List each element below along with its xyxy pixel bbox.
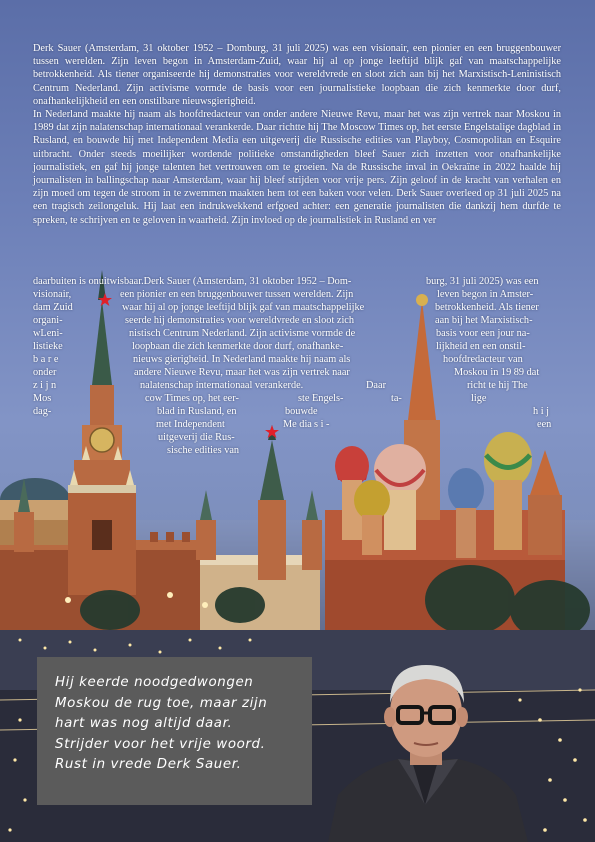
wrapped-text-line: aan bij het Marxistisch- bbox=[435, 315, 533, 326]
wrapped-text-line: betrokkenheid. Als tiener bbox=[435, 302, 539, 313]
wrapped-text-line: h i j bbox=[533, 406, 550, 417]
wrapped-text-line: z i j n bbox=[33, 380, 57, 391]
wrapped-text-line: bouwde bbox=[285, 406, 318, 417]
quote-line: Rust in vrede Derk Sauer. bbox=[55, 757, 242, 772]
wrapped-text-line: loopbaan die zich kenmerkte door durf, onafhanke- bbox=[132, 341, 344, 352]
memorial-quote-box bbox=[37, 657, 312, 805]
article-paragraph-2: In Nederland maakte hij naam als hoofdredacteur van onder andere Nieuwe Revu, maar het was zijn vertrek naar Moskou in 1989 dat zijn nalatenschap internationaal verankerde. Daar richtte hij The Moscow Times op, het eerste Engelstalige dagblad in Rusland, en bouwde hij met Independent Media een uitgeverij die Russische edities van Playboy, Cosmopolitan en Esquire uitbracht. Onder steeds moeilijker wordende politieke omstandigheden bleef Sauer zich inzetten voor onafhankelijke journalistiek, en gaf hij jonge talenten het vertrouwen om te groeien. Na de Russische inval in Oekraïne in 2022 haalde hij journalisten in ballingschap naar Amsterdam, waar hij bleef strijden voor vrije pers. Zijn geloof in de kracht van verhalen en zijn moed om tegen de stroom in te zwemmen maakten hem tot een baken voor velen. Derk Sauer overleed op 31 juli 2025 na een tragisch zeilongeluk. Hij laat een indrukwekkend erfgoed achter: een generatie journalisten die dankzij hem durfde te spreken, te schrijven en te geloven in waarheid. Zijn invloed op de journalistiek in Rusland en ver bbox=[33, 109, 561, 226]
wrapped-text-line: Moskou in 19 89 dat bbox=[454, 367, 540, 378]
wrapped-text-line: daarbuiten is onuitwisbaar.Derk Sauer (Amsterdam, 31 oktober 1952 – Dom- bbox=[33, 276, 352, 287]
wrapped-text-line: Mos bbox=[33, 393, 52, 404]
wrapped-text-line: s i - bbox=[314, 419, 330, 430]
wrapped-text-line: visionair, bbox=[33, 289, 72, 300]
wrapped-text-line: waar hij al op jonge leeftijd blijk gaf van maatschappelijke bbox=[122, 302, 365, 313]
article-paragraph-1: Derk Sauer (Amsterdam, 31 oktober 1952 – Domburg, 31 juli 2025) was een visionair, een pionier en een bruggenbouwer tussen werelden. Zijn leven begon in Amsterdam-Zuid, waar hij al op jonge leeftijd blijk gaf van maatschappelijke betrokkenheid. Als tiener organiseerde hij demonstraties voor wereldvrede en sloot zich aan bij het Marxistisch-Leninistisch Centrum Nederland. Zijn activisme vormde de basis voor een journalistieke loopbaan die zich kenmerkte door durf, onafhankelijkheid en een onstilbare nieuwsgierigheid. bbox=[33, 43, 561, 107]
portrait-photo bbox=[318, 655, 533, 842]
article-body bbox=[33, 42, 561, 227]
wrapped-text-line: richt te hij The bbox=[467, 380, 528, 391]
wrapped-text-line: ste Engels- bbox=[298, 393, 344, 404]
wrapped-text-line: wLeni- bbox=[33, 328, 63, 339]
wrapped-text-line: onder bbox=[33, 367, 57, 378]
wrapped-text-line: Me dia bbox=[283, 419, 312, 430]
quote-line: hart was nog altijd daar. bbox=[55, 716, 233, 731]
wrapped-text-line: sische edities van bbox=[167, 445, 240, 456]
wrapped-text-line: lijkheid en een onstil- bbox=[436, 341, 526, 352]
wrapped-text-line: dag- bbox=[33, 406, 52, 417]
wrapped-text-line: b a r e bbox=[33, 354, 59, 365]
wrapped-text-line: leven begon in Amster- bbox=[437, 289, 534, 300]
wrapped-text-line: andere Nieuwe Revu, maar het was zijn vertrek naar bbox=[134, 367, 350, 378]
wrapped-text-line: hoofdredacteur van bbox=[443, 354, 523, 365]
wrapped-text-line: lige bbox=[471, 393, 487, 404]
wrapped-text-line: seerde hij demonstraties voor wereldvrede en sloot zich bbox=[125, 315, 355, 326]
wrapped-text-line: een pionier en een bruggenbouwer tussen werelden. Zijn bbox=[120, 289, 354, 300]
wrapped-text-line: ta- bbox=[391, 393, 402, 404]
wrapped-text-line: organi- bbox=[33, 315, 63, 326]
wrapped-text-line: burg, 31 juli 2025) was een bbox=[426, 276, 539, 287]
wrapped-text-line: nalatenschap internationaal verankerde. bbox=[140, 380, 304, 391]
wrapped-text-line: dam Zuid bbox=[33, 302, 73, 313]
wrapped-text-line: basis voor een jour na- bbox=[436, 328, 530, 339]
wrapped-text-line: met Independent bbox=[156, 419, 225, 430]
wrapped-text-line: cow Times op, het eer- bbox=[145, 393, 239, 404]
wrapped-text-line: Daar bbox=[366, 380, 387, 391]
wrapped-text-line: listieke bbox=[33, 341, 63, 352]
quote-line: Strijder voor het vrije woord. bbox=[55, 736, 266, 752]
wrapped-text-line: uitgeverij die Rus- bbox=[158, 432, 235, 443]
quote-line: Hij keerde noodgedwongen bbox=[55, 675, 254, 690]
wrapped-text-line: nieuws gierigheid. In Nederland maakte hij naam als bbox=[133, 354, 351, 365]
wrapped-text-line: een bbox=[537, 419, 552, 430]
wrapped-text-line: blad in Rusland, en bbox=[157, 406, 237, 417]
quote-line: Moskou de rug toe, maar zijn bbox=[55, 695, 268, 711]
wrapped-text-line: nistisch Centrum Nederland. Zijn activisme vormde de bbox=[129, 328, 356, 339]
